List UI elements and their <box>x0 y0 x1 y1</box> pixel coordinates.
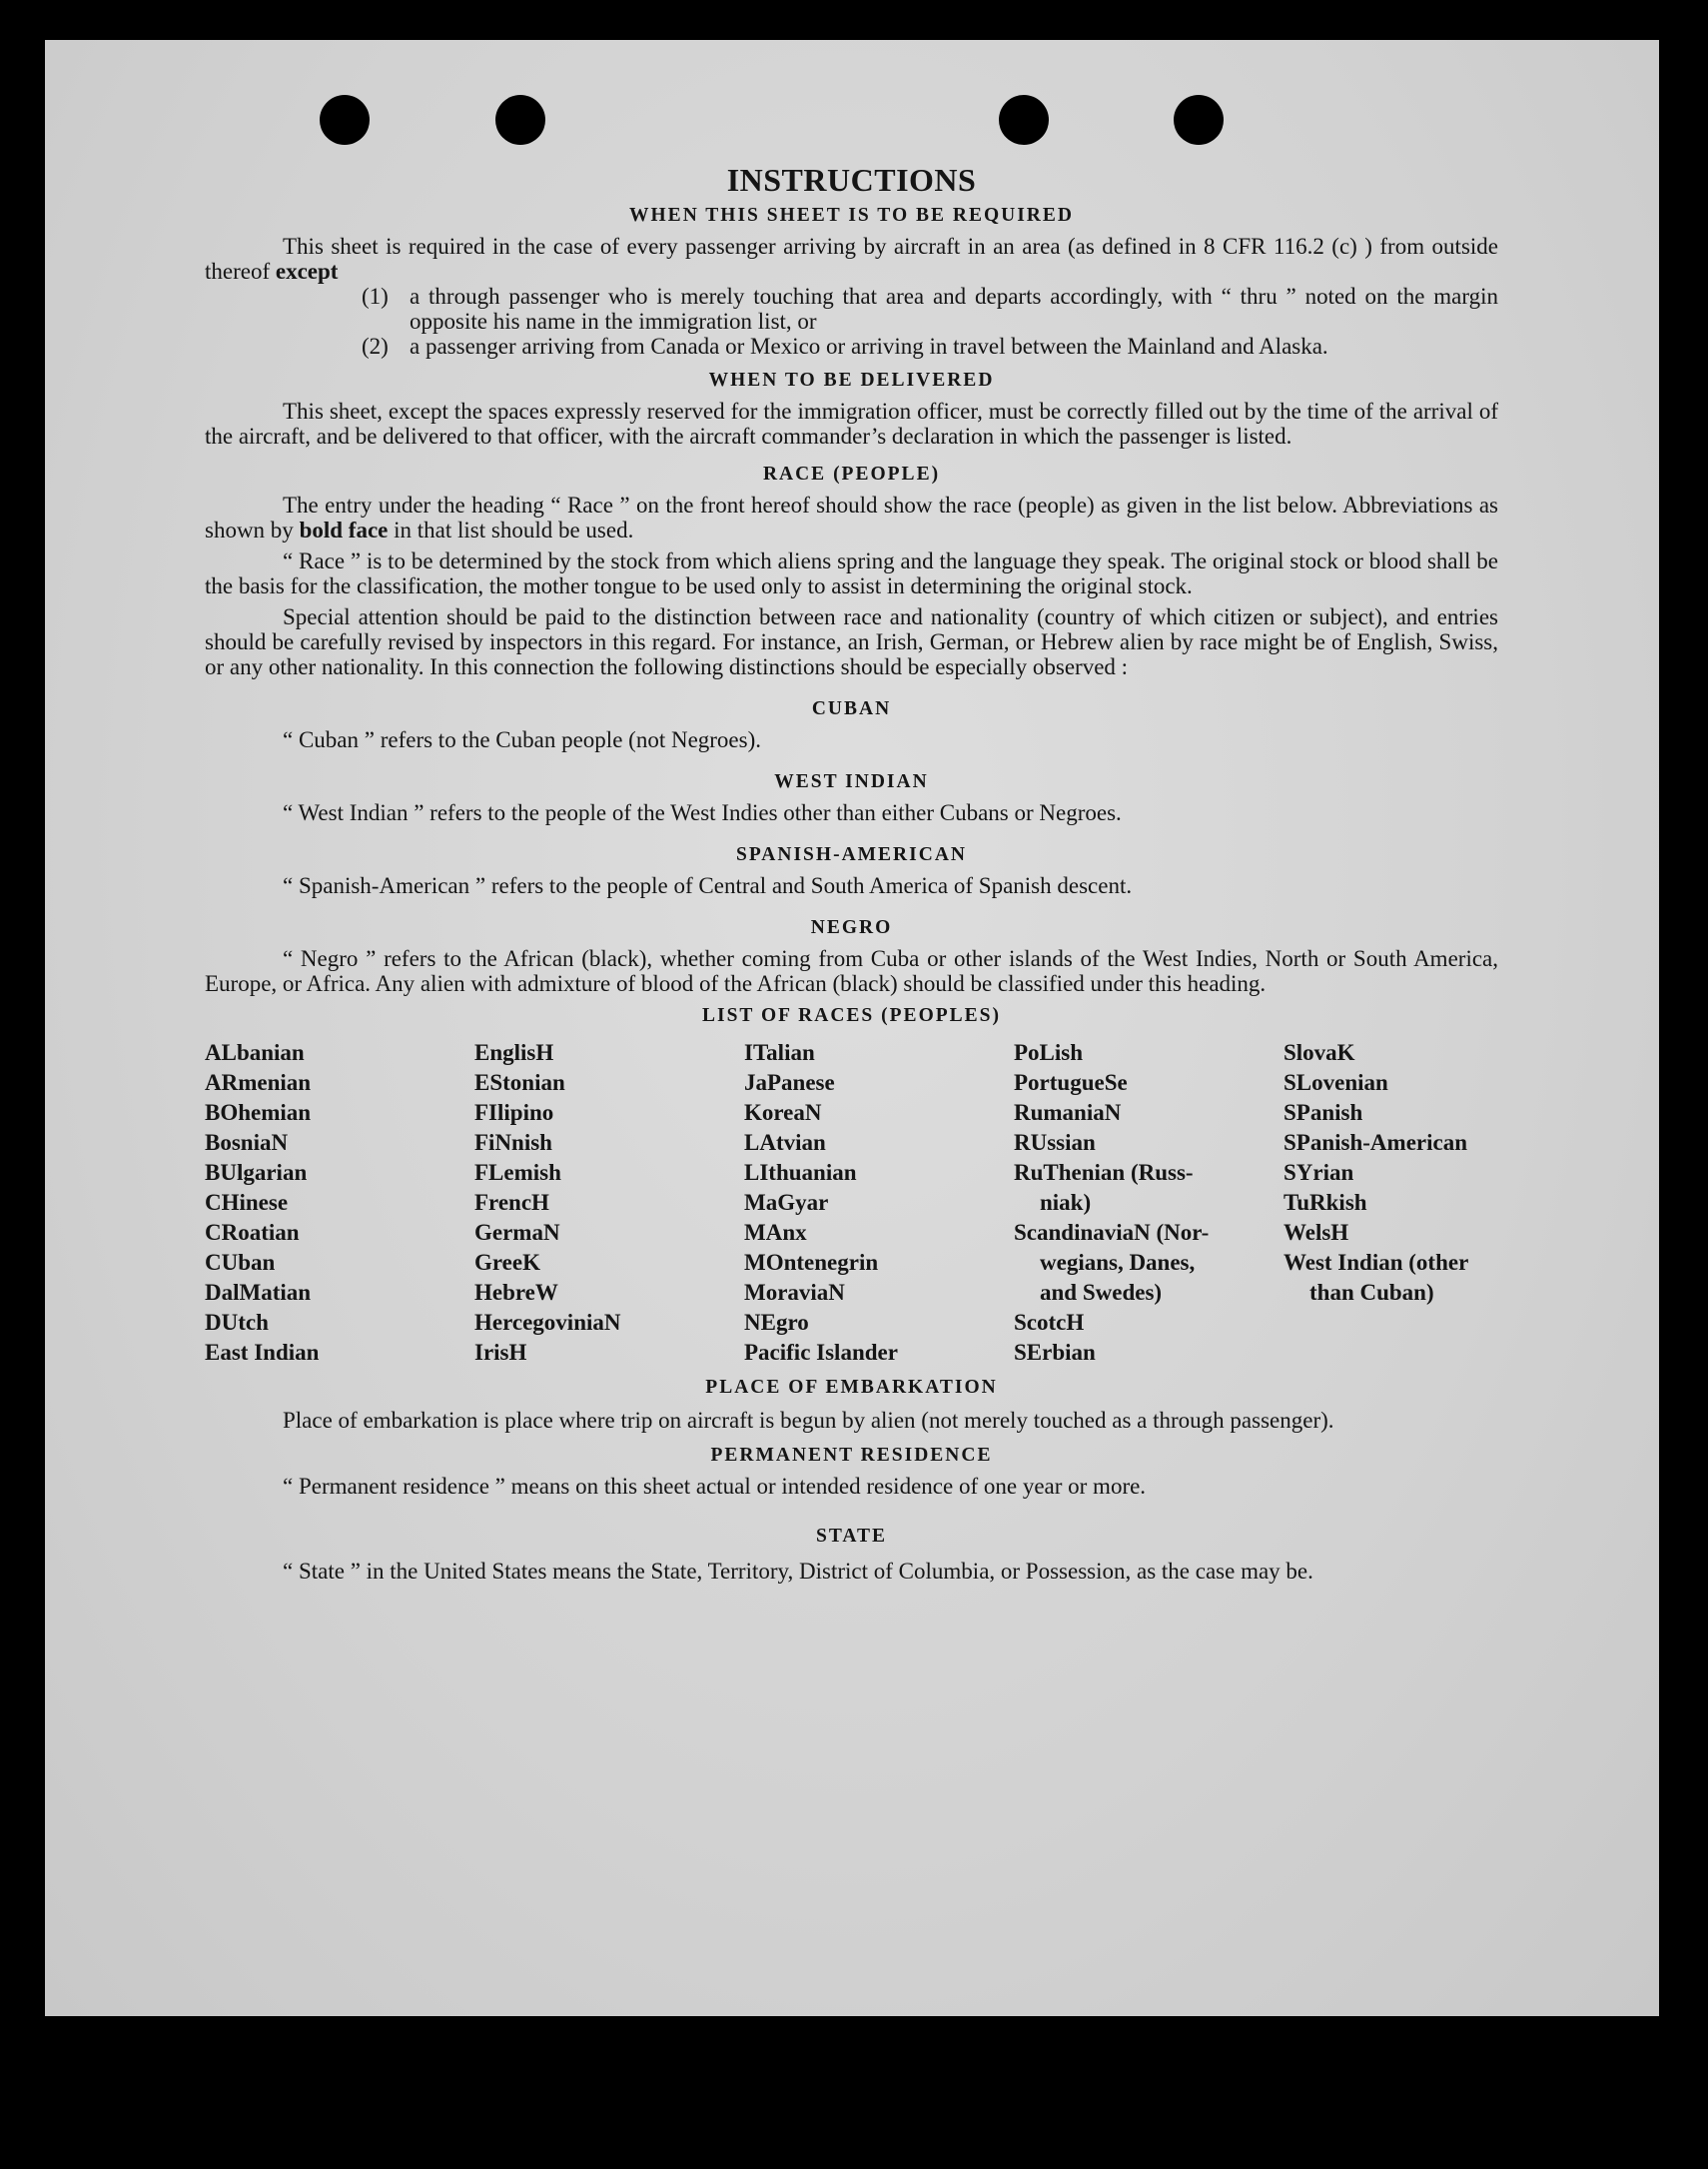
paragraph-state: “ State ” in the United States means the State, Territory, District of Columbia, or Possession, as the case may be. <box>283 1559 1313 1584</box>
when-required-intro: This sheet is required in the case of every passenger arriving by aircraft in an area (as defined in 8 CFR 116.2 (c) ) from outside thereof <box>205 234 1498 284</box>
race-entry: PoLish <box>1014 1040 1084 1065</box>
heading-list-of-races: LIST OF RACES (PEOPLES) <box>701 1005 1001 1026</box>
heading-race: RACE (PEOPLE) <box>762 464 941 485</box>
race-entry: East Indian <box>205 1340 320 1365</box>
race-entry: CRoatian <box>205 1220 300 1245</box>
race-p1-end: in that list should be used. <box>394 518 634 542</box>
races-column-5 <box>1283 1038 1498 1368</box>
exception-text: a passenger arriving from Canada or Mexico or arriving in travel between the Mainland and Alaska. <box>410 334 1328 359</box>
race-entry: GreeK <box>474 1250 540 1275</box>
instructions-content <box>205 162 1498 1589</box>
paragraph-embarkation: Place of embarkation is place where trip on aircraft is begun by alien (not merely touched as a through passenger). <box>283 1408 1334 1433</box>
races-column-1 <box>205 1038 474 1368</box>
race-entry: HercegoviniaN <box>474 1310 621 1335</box>
race-entry: LIthuanian <box>744 1160 857 1185</box>
race-entry: NEgro <box>744 1310 809 1335</box>
race-entry: CHinese <box>205 1190 289 1215</box>
paragraph-when-required <box>205 234 1498 284</box>
race-entry: JaPanese <box>744 1070 835 1095</box>
page-title: INSTRUCTIONS <box>726 162 977 198</box>
race-entry: DUtch <box>205 1310 269 1335</box>
race-entry: Pacific Islander <box>744 1340 898 1365</box>
heading-embarkation: PLACE OF EMBARKATION <box>705 1377 998 1398</box>
race-entry: SYrian <box>1283 1160 1354 1185</box>
race-entry: BUlgarian <box>205 1160 308 1185</box>
heading-residence: PERMANENT RESIDENCE <box>710 1445 993 1466</box>
race-entry: ITalian <box>744 1040 815 1065</box>
race-entry: SLovenian <box>1283 1070 1388 1095</box>
exception-item-1 <box>205 284 1498 334</box>
paragraph-race-3: Special attention should be paid to the distinction between race and nationality (country of which citizen or subject), and entries should be carefully revised by inspectors in this regard. For instance, an Irish, German, or Hebrew alien by race might be of English, Swiss, or any other nationality. In this connection the following distinctions should be especially observed : <box>205 604 1498 679</box>
exception-text: a through passenger who is merely touching that area and departs accordingly, with “ thru ” noted on the margin opposite his name in the immigration list, or <box>410 284 1498 334</box>
race-entry: CUban <box>205 1250 276 1275</box>
race-entry: EnglisH <box>474 1040 554 1065</box>
race-entry-continued: than Cuban) <box>1309 1280 1434 1305</box>
paragraph-residence: “ Permanent residence ” means on this sheet actual or intended residence of one year or more. <box>283 1474 1147 1499</box>
race-entry: DalMatian <box>205 1280 312 1305</box>
races-column-3 <box>744 1038 1014 1368</box>
heading-negro: NEGRO <box>810 917 893 938</box>
race-entry: MoraviaN <box>744 1280 845 1305</box>
race-entry: LAtvian <box>744 1130 826 1155</box>
race-entry: FIlipino <box>474 1100 554 1125</box>
race-entry: HebreW <box>474 1280 558 1305</box>
race-entry: MOntenegrin <box>744 1250 879 1275</box>
race-entry: FLemish <box>474 1160 561 1185</box>
race-entry: FiNnish <box>474 1130 552 1155</box>
paragraph-spanish-american: “ Spanish-American ” refers to the people of Central and South America of Spanish descent. <box>283 873 1133 898</box>
race-entry: ScandinaviaN (Nor- <box>1014 1220 1210 1245</box>
race-entry: WelsH <box>1283 1220 1349 1245</box>
race-entry: FrencH <box>474 1190 549 1215</box>
races-table <box>205 1038 1498 1368</box>
heading-spanish-american: SPANISH-AMERICAN <box>736 844 967 865</box>
race-p1-bold: bold face <box>299 518 389 542</box>
race-entry-continued: and Swedes) <box>1040 1280 1163 1305</box>
race-entry: IrisH <box>474 1340 527 1365</box>
exception-number: (2) <box>362 334 389 359</box>
heading-state: STATE <box>815 1526 888 1547</box>
race-entry: SlovaK <box>1283 1040 1355 1065</box>
punch-hole-1 <box>320 95 370 145</box>
race-entry: KoreaN <box>744 1100 822 1125</box>
race-entry: EStonian <box>474 1070 565 1095</box>
race-entry: SPanish <box>1283 1100 1363 1125</box>
heading-west-indian: WEST INDIAN <box>774 771 929 792</box>
paragraph-cuban: “ Cuban ” refers to the Cuban people (not Negroes). <box>283 727 762 752</box>
race-entry: MaGyar <box>744 1190 829 1215</box>
paragraph-race-2: “ Race ” is to be determined by the stock from which aliens spring and the language they speak. The original stock or blood shall be the basis for the classification, the mother tongue to be used only to assist in determining the original stock. <box>205 548 1498 598</box>
race-entry-continued: niak) <box>1040 1190 1092 1215</box>
paragraph-when-delivered: This sheet, except the spaces expressly reserved for the immigration officer, must be correctly filled out by the time of the arrival of the aircraft, and be delivered to that officer, with the aircraft commander’s declaration in which the passenger is listed. <box>205 399 1498 449</box>
race-entry: RumaniaN <box>1014 1100 1122 1125</box>
punch-hole-4 <box>1174 95 1224 145</box>
race-entry: ALbanian <box>205 1040 305 1065</box>
race-entry: BosniaN <box>205 1130 289 1155</box>
race-entry-continued: wegians, Danes, <box>1040 1250 1196 1275</box>
punch-hole-3 <box>999 95 1049 145</box>
race-entry: ScotcH <box>1014 1310 1085 1335</box>
race-entry: PortugueSe <box>1014 1070 1128 1095</box>
race-entry: TuRkish <box>1283 1190 1367 1215</box>
race-entry: SPanish-American <box>1283 1130 1467 1155</box>
heading-when-delivered: WHEN TO BE DELIVERED <box>708 370 995 391</box>
when-required-except: except <box>275 259 339 284</box>
paragraph-race-1 <box>205 493 1498 542</box>
heading-cuban: CUBAN <box>811 698 892 719</box>
races-column-2 <box>474 1038 744 1368</box>
paragraph-west-indian: “ West Indian ” refers to the people of the West Indies other than either Cubans or Negroes. <box>283 800 1122 825</box>
race-entry: SErbian <box>1014 1340 1096 1365</box>
race-entry: BOhemian <box>205 1100 312 1125</box>
exception-number: (1) <box>362 284 389 309</box>
heading-when-required: WHEN THIS SHEET IS TO BE REQUIRED <box>629 205 1074 226</box>
race-entry: RuThenian (Russ- <box>1014 1160 1194 1185</box>
race-entry: MAnx <box>744 1220 807 1245</box>
race-entry: ARmenian <box>205 1070 312 1095</box>
race-entry: GermaN <box>474 1220 560 1245</box>
races-column-4 <box>1014 1038 1283 1368</box>
race-entry: West Indian (other <box>1283 1250 1469 1275</box>
punch-hole-2 <box>495 95 545 145</box>
race-entry: RUssian <box>1014 1130 1096 1155</box>
race-p1-start: The entry under the heading “ Race ” on the front hereof should show the race (people) as given in the list below. Abbreviations as shown by <box>205 493 1498 542</box>
paragraph-negro: “ Negro ” refers to the African (black), whether coming from Cuba or other islands of the West Indies, North or South America, Europe, or Africa. Any alien with admixture of blood of the African (black) should be classified under this heading. <box>205 946 1498 996</box>
exception-item-2 <box>205 334 1498 359</box>
